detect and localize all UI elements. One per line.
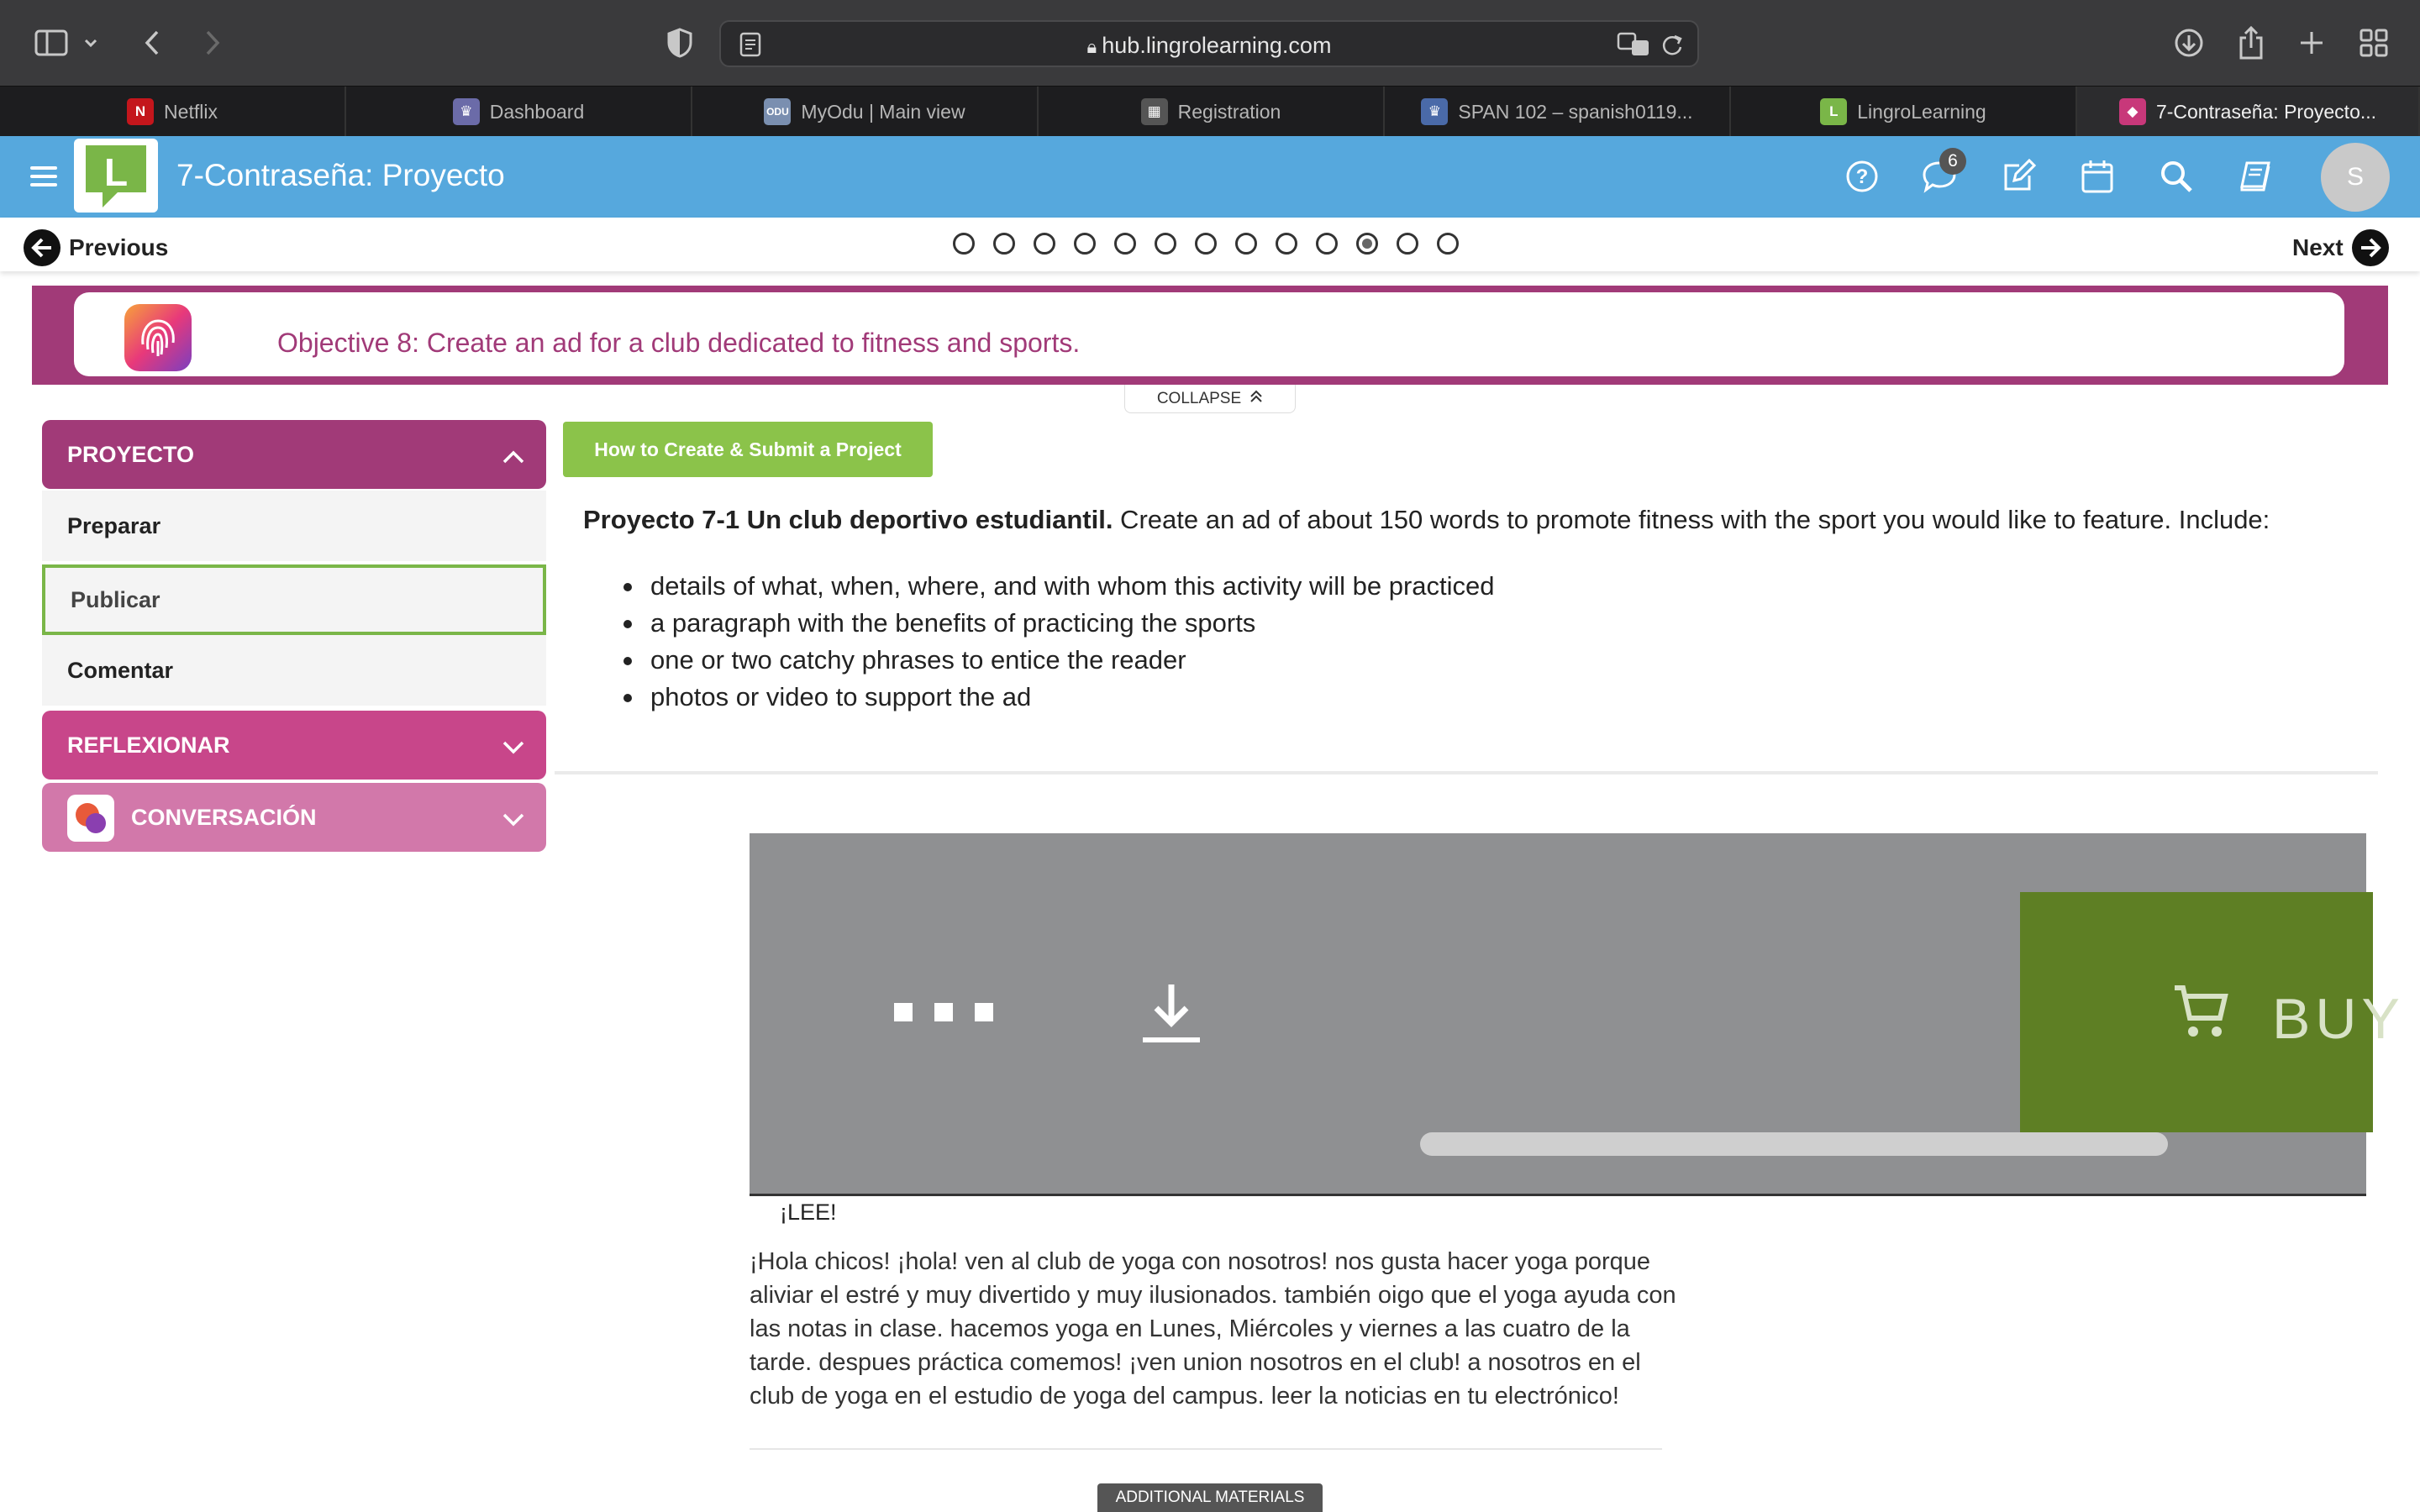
tab-lingrolearning[interactable] [1731, 87, 2077, 137]
section-label: REFLEXIONAR [67, 732, 230, 758]
svg-text:?: ? [1855, 165, 1869, 188]
sidebar-item-preparar[interactable]: Preparar [42, 491, 546, 561]
help-icon[interactable] [1837, 151, 1887, 202]
project-title: Proyecto 7-1 Un club deportivo estudiantil. [583, 505, 1113, 534]
app-header [0, 136, 2420, 218]
page-dot-8[interactable] [1235, 233, 1257, 255]
collapse-label: COLLAPSE [1156, 389, 1242, 407]
netflix-icon: N [127, 98, 154, 125]
svg-text:L: L [103, 150, 129, 194]
submission-text: ¡Hola chicos! ¡hola! ven al club de yoga con nosotros! nos gusta hacer yoga porque aliviar el estré y muy divertido y muy ilusionados. también oigo que el yoga ayuda con las notas in clase. hacemos yoga en Lunes, Miércoles y viernes a las cuatro de la tarde. despues práctica comemos! ¡ven union nosotros en el club! a nosotros en el club de yoga en el estudio de yoga del campus. leer la noticias en tu electrónico! [750, 1248, 1676, 1410]
project-instructions [583, 502, 2390, 538]
book-icon[interactable] [2230, 151, 2281, 202]
page-dot-10[interactable] [1316, 233, 1338, 255]
page-dot-6[interactable] [1155, 233, 1176, 255]
objective-banner [32, 286, 2388, 385]
chevron-down-icon [502, 806, 524, 832]
crown-icon: ♛ [1421, 98, 1448, 125]
page-title: 7-Contraseña: Proyecto [176, 158, 505, 192]
sidebar-item-publicar[interactable]: Publicar [42, 564, 546, 635]
cart-icon [2171, 983, 2230, 1046]
collapse-button[interactable] [1124, 385, 1296, 413]
tab-dashboard[interactable] [346, 87, 692, 137]
video-player[interactable] [750, 833, 2405, 1196]
tab-span102[interactable] [1385, 87, 1731, 137]
section-label: PROYECTO [67, 441, 195, 467]
conversation-icon [67, 795, 114, 842]
reload-icon[interactable] [1660, 32, 1684, 61]
browser-toolbar [0, 0, 2420, 86]
previous-label: Previous [69, 234, 169, 260]
list-item: a paragraph with the benefits of practicing the sports [583, 605, 1495, 642]
tab-overview-icon[interactable] [2349, 18, 2398, 67]
search-icon[interactable] [2151, 151, 2202, 202]
video-scrubber[interactable] [1420, 1132, 2168, 1156]
page-dot-12[interactable] [1397, 233, 1418, 255]
tab-bar [0, 86, 2420, 136]
tab-registration[interactable] [1039, 87, 1385, 137]
url-value: hub.lingrolearning.com [1102, 33, 1332, 58]
next-label: Next [2292, 234, 2344, 260]
tab-label: SPAN 102 – spanish0119... [1458, 100, 1693, 123]
tab-label: MyOdu | Main view [801, 100, 965, 123]
lingro-icon: L [1820, 98, 1847, 125]
section-conversacion[interactable] [42, 783, 546, 852]
page-dots [953, 233, 1477, 255]
project-description: Create an ad of about 150 words to promote fitness with the sport you would like to feature. Include: [1113, 505, 2270, 534]
download-icon[interactable] [2165, 18, 2213, 67]
list-item: one or two catchy phrases to entice the reader [583, 642, 1495, 679]
tab-label: Registration [1177, 100, 1281, 123]
address-bar[interactable] [719, 20, 1699, 67]
arrow-left-icon [24, 229, 60, 266]
page-dot-7[interactable] [1195, 233, 1217, 255]
tab-label: 7-Contraseña: Proyecto... [2155, 100, 2377, 123]
tab-proyecto[interactable] [2077, 87, 2420, 137]
fingerprint-icon [124, 304, 192, 371]
list-item: photos or video to support the ad [583, 679, 1495, 716]
next-button[interactable] [2292, 229, 2389, 266]
shield-icon[interactable] [655, 18, 704, 67]
objective-card [74, 292, 2344, 376]
section-proyecto[interactable] [42, 420, 546, 489]
content-divider [750, 1448, 1662, 1450]
tab-netflix[interactable] [0, 87, 346, 137]
list-item: details of what, when, where, and with whom this activity will be practiced [583, 568, 1495, 605]
calendar-icon[interactable] [2072, 151, 2123, 202]
tab-label: LingroLearning [1857, 100, 1986, 123]
section-divider [555, 771, 2378, 774]
page-dot-11[interactable] [1356, 233, 1378, 255]
buy-banner[interactable] [2020, 892, 2405, 1132]
tab-label: Netflix [164, 100, 218, 123]
back-icon[interactable] [128, 18, 176, 67]
translate-icon[interactable] [1617, 32, 1650, 61]
page-dot-3[interactable] [1034, 233, 1055, 255]
page-dot-5[interactable] [1114, 233, 1136, 255]
page-navigation [0, 218, 2420, 271]
page-dot-1[interactable] [953, 233, 975, 255]
objective-text: Objective 8: Create an ad for a club dedicated to fitness and sports. [277, 328, 1081, 358]
download-icon[interactable] [1139, 981, 1203, 1049]
section-label: CONVERSACIÓN [131, 804, 317, 830]
double-chevron-up-icon [1249, 390, 1263, 408]
forward-icon[interactable] [188, 18, 237, 67]
lingro-project-icon: ◆ [2119, 98, 2146, 125]
section-reflexionar[interactable] [42, 711, 546, 780]
page-dot-13[interactable] [1437, 233, 1459, 255]
crown-icon: ♛ [453, 98, 480, 125]
previous-button[interactable] [24, 229, 168, 266]
new-tab-icon[interactable] [2287, 18, 2336, 67]
page-dot-2[interactable] [993, 233, 1015, 255]
edit-icon[interactable] [1993, 151, 2044, 202]
chevron-up-icon [502, 444, 524, 470]
odu-icon: ODU [764, 98, 791, 125]
lingro-logo[interactable] [74, 139, 158, 213]
share-icon[interactable] [2227, 18, 2275, 67]
chevron-down-icon [502, 734, 524, 760]
additional-materials-tab[interactable]: ADDITIONAL MATERIALS [1097, 1483, 1323, 1512]
tab-myodu[interactable] [692, 87, 1039, 137]
sidebar-item-comentar[interactable]: Comentar [42, 635, 546, 706]
messages-icon[interactable] [1914, 151, 1965, 202]
messages-badge: 6 [1939, 148, 1966, 175]
avatar[interactable]: S [2321, 143, 2390, 212]
media-caption: ¡LEE! [780, 1200, 837, 1225]
buy-text: BUY [2272, 987, 2405, 1051]
lock-icon: 🔒︎ [1086, 36, 1097, 57]
page-dot-9[interactable] [1276, 233, 1297, 255]
registration-icon: ▦ [1141, 98, 1168, 125]
url-text[interactable] [721, 33, 1697, 59]
sidebar-toggle-icon[interactable] [27, 18, 76, 67]
requirements-list [583, 568, 1495, 716]
chevron-down-icon[interactable] [74, 18, 108, 67]
tab-label: Dashboard [489, 100, 585, 123]
how-to-submit-button[interactable]: How to Create & Submit a Project [563, 422, 933, 477]
arrow-right-icon [2352, 229, 2389, 266]
more-options-icon[interactable] [894, 1003, 1015, 1021]
page-dot-4[interactable] [1074, 233, 1096, 255]
menu-icon[interactable] [30, 166, 57, 186]
